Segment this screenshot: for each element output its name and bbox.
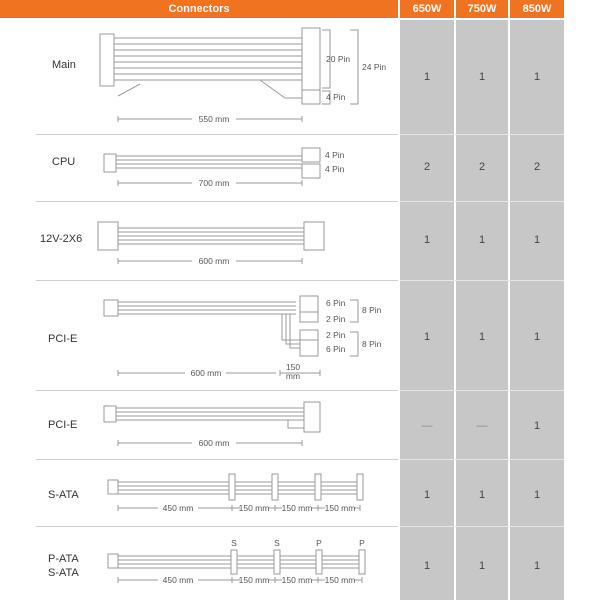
- main-pin-label-24: 24 Pin: [362, 62, 387, 72]
- pata-connector-tag: S: [231, 538, 237, 548]
- pcie-pin-label: 6 Pin: [326, 298, 346, 308]
- pcie2-cable-bundle: [116, 408, 304, 428]
- value-cell: 1: [423, 234, 431, 246]
- 12v2x6-cable-bundle: [118, 228, 304, 244]
- value-cell: 2: [423, 161, 431, 173]
- sata-cable: [118, 482, 360, 494]
- header-850w: 850W: [510, 0, 564, 18]
- main-pin-label-4: 4 Pin: [326, 92, 346, 102]
- sata-connector: [315, 474, 321, 500]
- main-pin-label-20: 20 Pin: [326, 54, 351, 64]
- row-label-12v-2x6: 12V-2X6: [40, 233, 83, 245]
- main-connector-20pin: [302, 28, 320, 90]
- sata-connector: [272, 474, 278, 500]
- pcie-connector-2pin-top: [300, 312, 318, 322]
- pata-connector-s: [274, 550, 280, 574]
- cpu-connector-4pin-top: [302, 148, 320, 162]
- sata-connector-left: [108, 480, 118, 494]
- sata-length-label: 150 mm: [281, 503, 313, 513]
- main-connector-4pin: [302, 90, 320, 104]
- pata-length-label: 150 mm: [281, 575, 313, 585]
- row-label-cpu: CPU: [52, 156, 76, 168]
- value-cell: 2: [533, 161, 541, 173]
- main-length-label: 550 mm: [198, 114, 230, 124]
- pcie-pin-label: 6 Pin: [326, 344, 346, 354]
- header-750w: 750W: [456, 0, 508, 18]
- main-cable-bundle: [114, 38, 302, 98]
- value-cell: 1: [423, 560, 431, 572]
- value-cell: 1: [478, 489, 486, 501]
- row-divider: [400, 201, 564, 202]
- value-cell: 1: [533, 71, 541, 83]
- pcie-connector-6pin-top: [300, 296, 318, 312]
- pcie-length-label-extension: 150: [285, 362, 301, 372]
- pata-length-label: 150 mm: [238, 575, 270, 585]
- row-divider: [400, 526, 564, 527]
- header-650w: 650W: [400, 0, 454, 18]
- pcie-cable-bundle: [118, 302, 300, 348]
- column-850w: [510, 20, 564, 600]
- pcie-8pin-bracket-top: [350, 300, 358, 322]
- pcie2-length-label: 600 mm: [198, 438, 230, 448]
- row-label-pci-e: PCI-E: [48, 419, 78, 431]
- row-divider: [400, 390, 564, 391]
- sata-length-label: 150 mm: [238, 503, 270, 513]
- value-cell: 1: [423, 489, 431, 501]
- 12v2x6-connector-right: [304, 222, 324, 250]
- main-connector-left: [100, 34, 114, 86]
- row-label-pci-e: PCI-E: [48, 333, 78, 345]
- pcie-connector-6pin-bottom: [300, 340, 318, 356]
- pcie-length-label: 600 mm: [190, 368, 222, 378]
- pcie-pin-label: 8 Pin: [362, 305, 382, 315]
- cpu-pin-label: 4 Pin: [325, 164, 345, 174]
- pcie-8pin-bracket-bottom: [350, 332, 358, 356]
- cpu-connector-left: [104, 154, 116, 172]
- value-cell: 1: [533, 489, 541, 501]
- value-cell: —: [476, 420, 488, 432]
- pata-connector-tag: P: [316, 538, 322, 548]
- pata-length-label: 450 mm: [162, 575, 194, 585]
- row-label-s-ata: S-ATA: [48, 489, 79, 501]
- pata-connector-s: [231, 550, 237, 574]
- value-cell: 1: [533, 560, 541, 572]
- main-24pin-bracket: [350, 30, 358, 104]
- value-cell: 1: [533, 420, 541, 432]
- row-divider: [400, 134, 564, 135]
- pcie-connector-left: [104, 300, 118, 316]
- cpu-length-label: 700 mm: [198, 178, 230, 188]
- sata-connector: [357, 474, 363, 500]
- pata-connector-p: [316, 550, 322, 574]
- value-cell: 1: [478, 560, 486, 572]
- value-cell: 1: [423, 71, 431, 83]
- pata-length-label: 150 mm: [324, 575, 356, 585]
- pcie2-connector-left: [104, 406, 116, 422]
- row-label-p-ata: P-ATA: [48, 553, 79, 565]
- column-750w: [456, 20, 508, 600]
- pcie-connector-2pin-bottom: [300, 330, 318, 340]
- pcie-pin-label: 8 Pin: [362, 339, 382, 349]
- value-cell: 1: [478, 331, 486, 343]
- pcie-pin-label: 2 Pin: [326, 330, 346, 340]
- column-650w: [400, 20, 454, 600]
- header-connectors: Connectors: [0, 0, 398, 18]
- value-cell: —: [421, 420, 433, 432]
- value-cell: 2: [478, 161, 486, 173]
- row-label-main: Main: [52, 59, 76, 71]
- value-cell: 1: [533, 234, 541, 246]
- row-divider: [400, 280, 564, 281]
- sata-connector: [229, 474, 235, 500]
- cpu-cable-bundle: [116, 156, 302, 168]
- 12v2x6-length-label: 600 mm: [198, 256, 230, 266]
- pata-connector-tag: P: [359, 538, 365, 548]
- value-cell: 1: [478, 234, 486, 246]
- value-cell: 1: [533, 331, 541, 343]
- sata-length-label: 450 mm: [162, 503, 194, 513]
- pcie-length-label-extension-unit: mm: [285, 371, 301, 381]
- pcie2-connector-right: [304, 402, 320, 432]
- pata-connector-left: [108, 554, 118, 568]
- sata-length-label: 150 mm: [324, 503, 356, 513]
- cpu-connector-4pin-bottom: [302, 164, 320, 178]
- cpu-pin-label: 4 Pin: [325, 150, 345, 160]
- pcie-pin-label: 2 Pin: [326, 314, 346, 324]
- pata-connector-p: [359, 550, 365, 574]
- 12v2x6-connector-left: [98, 222, 118, 250]
- row-divider: [400, 459, 564, 460]
- pata-cable: [118, 556, 362, 568]
- pata-connector-tag: S: [274, 538, 280, 548]
- value-cell: 1: [478, 71, 486, 83]
- value-cell: 1: [423, 331, 431, 343]
- row-label-s-ata: S-ATA: [48, 567, 79, 579]
